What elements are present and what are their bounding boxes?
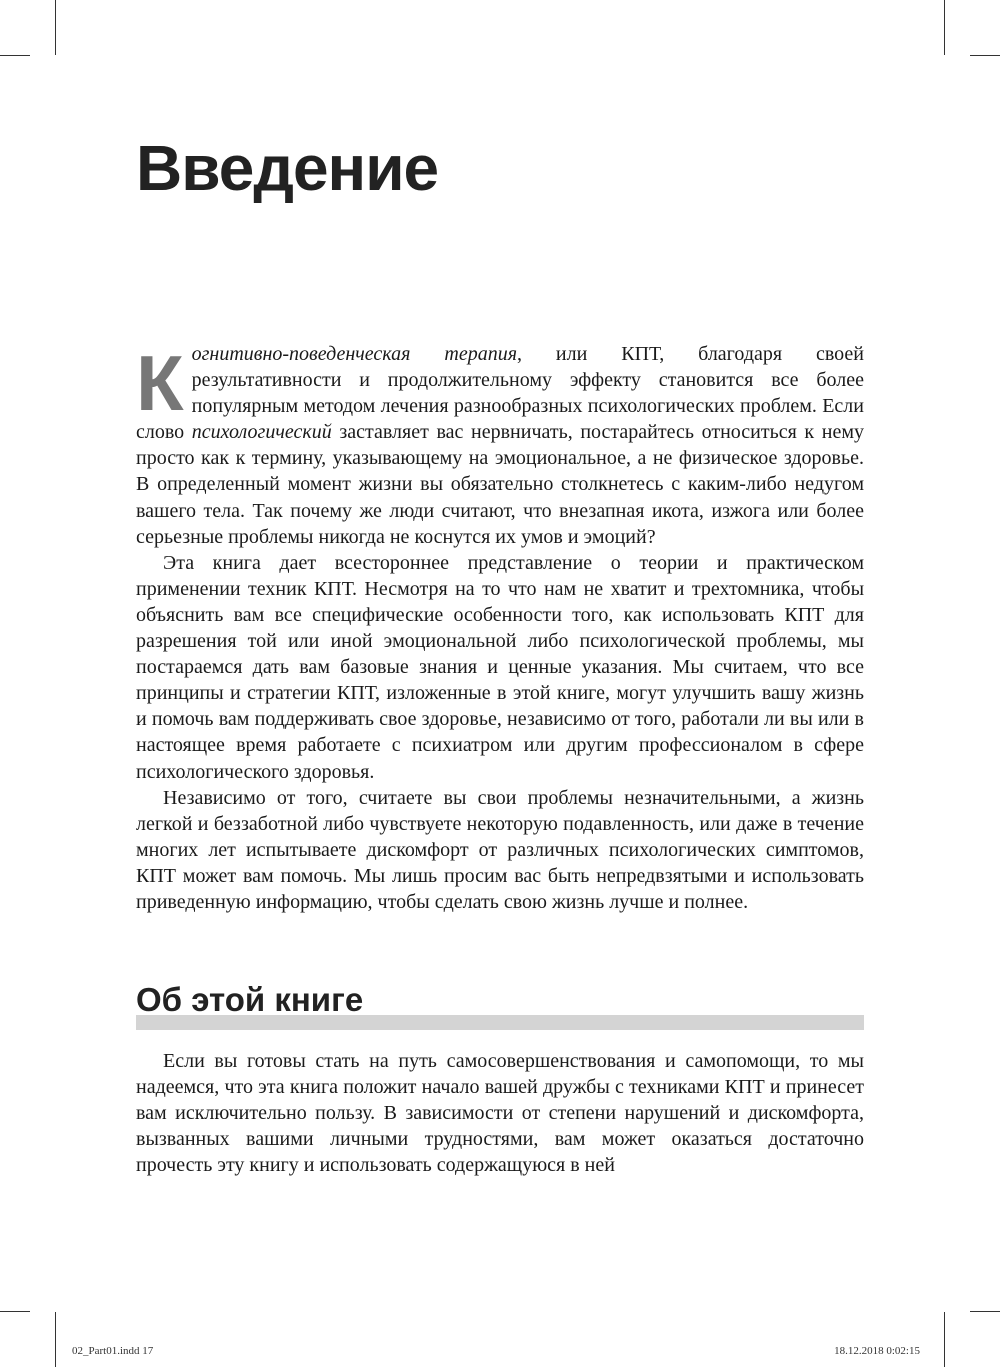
crop-mark-top-right-h: [970, 55, 1000, 56]
page-title: Введение: [136, 132, 439, 204]
section-heading: [136, 976, 864, 1030]
slug-file: 02_Part01.indd 17: [72, 1345, 154, 1357]
intro-paragraph-1-text-b: заставляет вас нервничать, постарайтесь относиться к нему просто как к термину, указывающему на эмоциональное, а не физическое здоровье. В определенный момент жизни вы обязательно столкнетесь с каким-либо недугом вашего тела. Так почему же люди считают, что внезапная икота, изжога или более серьезные проблемы никогда не коснутся их умов и эмоций?: [136, 421, 864, 548]
slug-datetime: 18.12.2018 0:02:15: [834, 1345, 920, 1357]
emphasis-psychological: психологический: [191, 421, 332, 444]
intro-paragraph-1-text-a: , или КПТ, благодаря своей результативности и продолжительному эффекту становится все более популярным методом лечения разнообразных психологических проблем. Если слово: [136, 343, 864, 444]
crop-mark-bottom-left-h: [0, 1311, 30, 1312]
crop-mark-bottom-right-h: [970, 1311, 1000, 1312]
crop-mark-top-left-h: [0, 55, 30, 56]
about-paragraph-1: Если вы готовы стать на путь самосовершенствования и самопомощи, то мы надеемся, что эта книга положит начало вашей дружбы с техниками КПТ и принесет вам исключительно пользу. В зависимости от степени нарушений и дискомфорта, вызванных вашими личными трудностями, вам может оказаться достаточно прочесть эту книгу и использовать содержащуюся в ней: [136, 1050, 864, 1177]
intro-paragraph-1: [136, 341, 864, 550]
drop-cap: К: [136, 339, 184, 427]
about-text: [136, 1048, 864, 1178]
intro-paragraph-3: Независимо от того, считаете вы свои проблемы незначительными, а жизнь легкой и беззаботной либо чувствуете некоторую подавленность, или даже в течение многих лет испытываете дискомфорт от различных психологических симптомов, КПТ может вам помочь. Мы лишь просим вас быть непредвзятыми и использовать приведенную информацию, чтобы сделать свою жизнь лучше и полнее.: [136, 786, 864, 913]
intro-paragraph-2: Эта книга дает всестороннее представление о теории и практическом применении техник КПТ. Несмотря на то что нам не хватит и трехтомника, чтобы объяснить вам все специфические особенности того, как использовать КПТ для разрешения той или иной эмоциональной либо психологической проблемы, мы постараемся дать вам базовые знания и ценные указания. Мы считаем, что все принципы и стратегии КПТ, изложенные в этой книге, могут улучшить вашу жизнь и помочь вам поддерживать свое здоровье, независимо от того, работали ли вы или в настоящее время работаете с психиатром или другим профессионалом в сфере психологического здоровья.: [136, 551, 864, 783]
intro-text: [136, 341, 864, 915]
crop-mark-top-left: [55, 0, 56, 55]
crop-mark-top-right: [944, 0, 945, 55]
crop-mark-bottom-left: [55, 1312, 56, 1367]
section-heading-text: Об этой книге: [136, 981, 364, 1018]
emphasis-cbt-term: огнитивно-поведенческая терапия: [191, 343, 517, 365]
crop-mark-bottom-right: [944, 1312, 945, 1367]
